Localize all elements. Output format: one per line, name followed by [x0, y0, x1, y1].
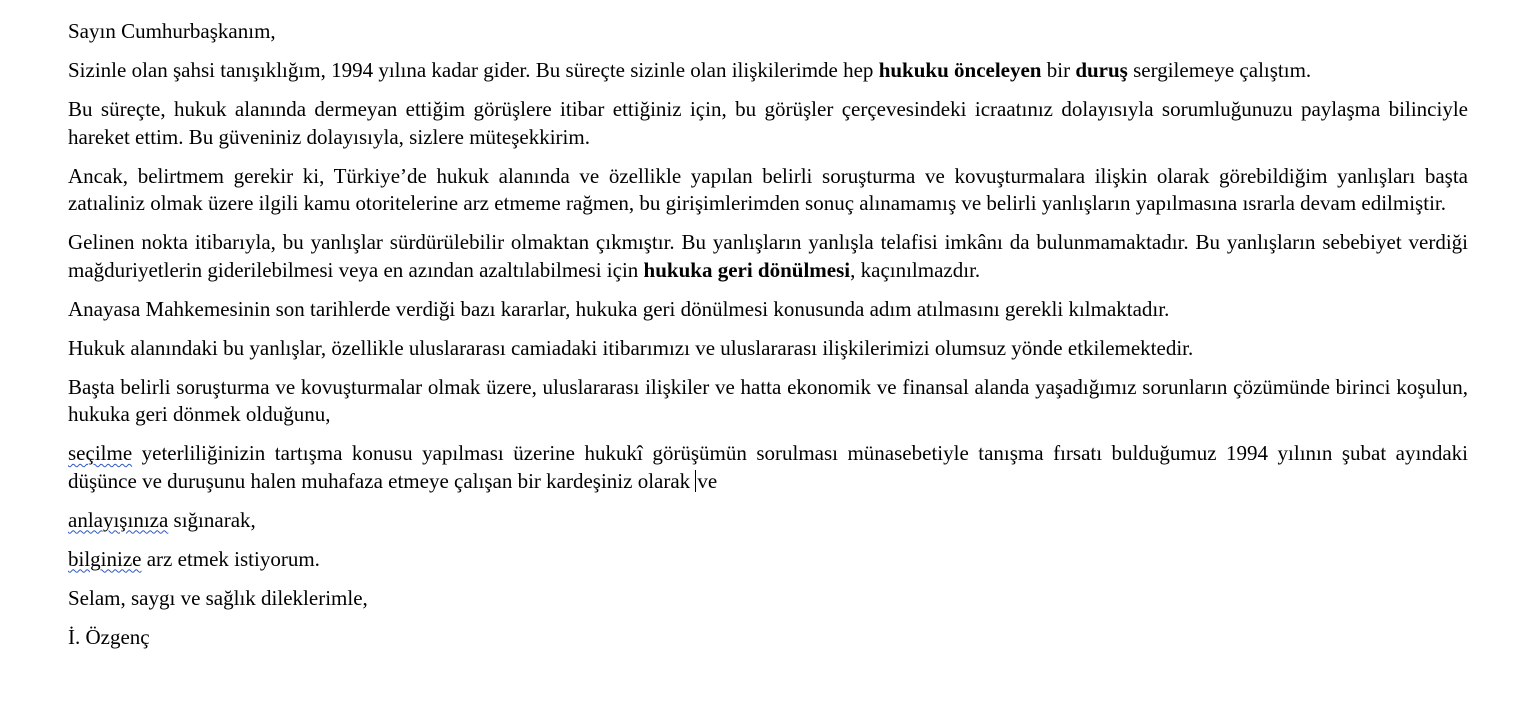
spellcheck-flagged-word[interactable]: bilginize	[68, 546, 142, 571]
paragraph-inform	[68, 546, 1468, 574]
spellcheck-flagged-word[interactable]: anlayışınıza	[68, 507, 169, 532]
paragraph-text: yeterliliğinizin tartışma konusu yapılması üzerine hukukî görüşümün sorulması münasebetiyle tanışma fırsatı bulduğumuz 1994 yılının şubat ayındaki düşünce ve duruşunu halen muhafaza etmeye çalışan bir kardeşiniz olarak	[68, 441, 1468, 493]
paragraph-understanding	[68, 507, 1468, 535]
paragraph-text: Gelinen nokta itibarıyla, bu yanlışlar sürdürülebilir olmaktan çıkmıştır. Bu yanlışların yanlışla telafisi imkânı da bulunmamaktadır. Bu yanlışların sebebiyet verdiği mağduriyetlerin giderilebilmesi veya en azından azaltılabilmesi için	[68, 230, 1468, 282]
paragraph-mistakes: Ancak, belirtmem gerekir ki, Türkiye’de hukuk alanında ve özellikle yapılan belirli soruşturma ve kovuşturmalara ilişkin olarak görebildiğim yanlışları başta zatıaliniz olmak üzere ilgili kamu otoritelerine arz etmeme rağmen, bu girişimlerimden sonuç alınamamış ve belirli yanlışların yapılmasına ısrarla devam edilmiştir.	[68, 163, 1468, 215]
paragraph-text: sergilemeye çalıştım.	[1127, 58, 1312, 82]
closing-line: Selam, saygı ve sağlık dileklerimle,	[68, 585, 368, 610]
document-body[interactable]	[68, 18, 1468, 663]
paragraph-text: arz etmek istiyorum.	[141, 546, 320, 571]
paragraph-text: bir	[1041, 58, 1076, 82]
paragraph-election-eligibility	[68, 440, 1468, 495]
paragraph-text: sığınarak,	[168, 507, 256, 532]
paragraph-first-condition: Başta belirli soruşturma ve kovuşturmalar olmak üzere, uluslararası ilişkiler ve hatta ekonomik ve finansal alanda yaşadığımız sorunların çözümünde birinci koşulun, hukuka geri dönmek olduğunu,	[68, 374, 1468, 426]
paragraph-international-reputation: Hukuk alanındaki bu yanlışlar, özellikle uluslararası camiadaki itibarımızı ve uluslararası ilişkilerimizi olumsuz yönde etkilemektedir.	[68, 335, 1194, 360]
bold-text: hukuka geri dönülmesi	[643, 257, 851, 282]
paragraph-constitutional-court: Anayasa Mahkemesinin son tarihlerde verdiği bazı kararlar, hukuka geri dönülmesi konusunda adım atılmasını gerekli kılmaktadır.	[68, 296, 1170, 321]
paragraph-text: , kaçınılmazdır.	[850, 257, 981, 282]
bold-text: duruş	[1075, 58, 1128, 82]
salutation: Sayın Cumhurbaşkanım,	[68, 19, 276, 43]
paragraph-responsibility: Bu süreçte, hukuk alanında dermeyan ettiğim görüşlere itibar ettiğiniz için, bu görüşler çerçevesindeki icraatınız dolayısıyla sorumluğunuzu paylaşma bilinciyle hareket ettim. Bu güveniniz dolayısıyla, sizlere müteşekkirim.	[68, 97, 1468, 149]
bold-text: hukuku önceleyen	[878, 58, 1042, 82]
paragraph-text: ve	[697, 468, 718, 493]
paragraph-return-to-law	[68, 229, 1468, 284]
spellcheck-flagged-word[interactable]: seçilme	[68, 441, 133, 465]
paragraph-text: Sizinle olan şahsi tanışıklığım, 1994 yılına kadar gider. Bu süreçte sizinle olan ilişkilerimde hep	[68, 58, 879, 82]
paragraph-acquaintance	[68, 57, 1468, 85]
signature: İ. Özgenç	[68, 624, 150, 649]
